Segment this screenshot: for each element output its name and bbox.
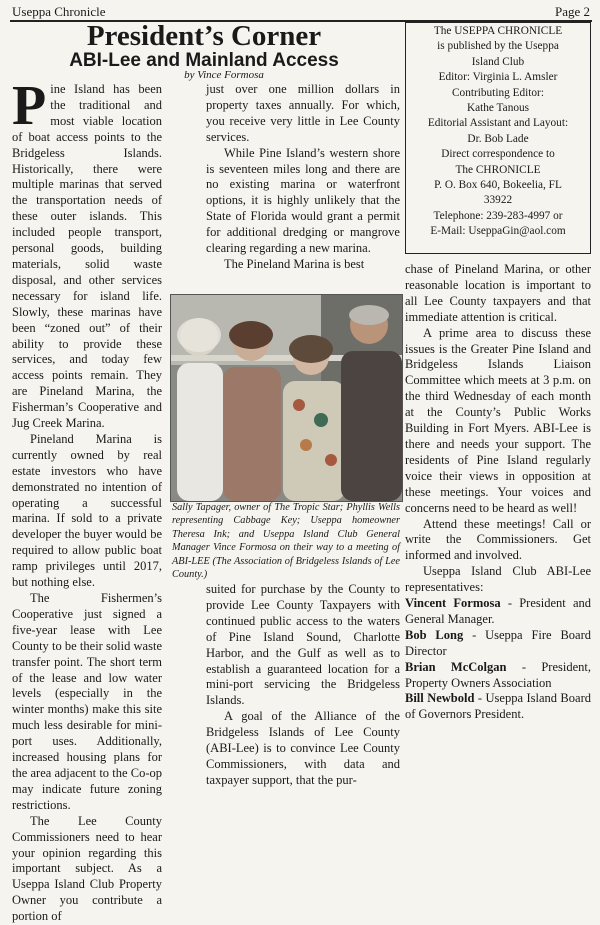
group-photo: [170, 294, 403, 502]
masthead-box: [405, 22, 591, 254]
representative-entry: Brian McColgan - President, Property Owners Association: [405, 659, 591, 690]
article-paragraph: A prime area to discuss these issues is the Greater Pine Island and Bridgeless Islands Liaison Committee which meets at 3 p.m. on the third Wednesday of each month at the County’s Public Works Building in Fort Myers. ABI-Lee is there and needs your support. The residents of Pine Island regularly voice their views in opposition at these meetings. Your voices and concerns need to be heard as well!: [405, 325, 591, 515]
masthead-line: The USEPPA CHRONICLE: [433, 25, 563, 37]
article-paragraph: While Pine Island’s western shore is seventeen miles long and there are no existing marina or waterfront options, it is highly unlikely that the State of Florida would grant a permit for additional dredging or mangrove clearing regarding a new marina.: [206, 145, 400, 256]
masthead-line: Kathe Tanous: [466, 102, 530, 115]
article-column-3: [405, 262, 591, 794]
drop-cap: P: [12, 75, 47, 137]
article-column-2-bottom: [206, 582, 400, 794]
masthead-line: Editorial Assistant and Layout:: [427, 117, 569, 130]
article-paragraph: The Lee County Commissioners need to hear your opinion regarding this important subject. As a Useppa Island Club Property Owner you contribute a portion of: [12, 813, 162, 924]
publication-name: Useppa Chronicle: [12, 4, 106, 19]
article-paragraph: The Fishermen’s Cooperative just signed a five-year lease with Lee County to be their solid waste transfer point. The short term of the lease and low water levels (especially in the winter months) make this site much less desirable for mini-port uses. Additionally, increased housing plans for the area adjacent to the Co-op may indicate future zoning restrictions.: [12, 591, 162, 812]
masthead-line: The CHRONICLE: [455, 163, 541, 176]
article-paragraph: A goal of the Alliance of the Bridgeless Islands of Lee County (ABI-Lee) is to convince Lee County Commissioners, with data and taxpayer support, that the pur-: [206, 709, 400, 787]
masthead-line: Direct correspondence to: [441, 148, 555, 161]
photo-caption: Sally Tapager, owner of The Tropic Star; Phyllis Wells representing Cabbage Key; Useppa homeowner Theresa Ink; and Useppa Island Club General Manager Vince Formosa on their way to a meeting of ABI-LEE (The Association of Bridgeless Islands of Lee County.): [172, 502, 400, 581]
article-byline: by Vince Formosa: [184, 69, 264, 81]
masthead-line: Editor: Virginia L. Amsler: [438, 71, 558, 84]
article-paragraph: just over one million dollars in property taxes annually. For which, you receive very little in Lee County services.: [206, 82, 400, 144]
article-paragraph: Pineland Marina is currently owned by real estate investors who have demonstrated no intention of operating a successful marina. If sold to a private developer the buyer would be required to allow public boat ramp privileges until 2017, but nothing else.: [12, 431, 162, 590]
photo-illustration: [171, 295, 402, 501]
representative-entry: Bill Newbold - Useppa Island Board of Governors President.: [405, 691, 591, 722]
article-subtitle: ABI-Lee and Mainland Access: [69, 50, 339, 71]
representative-entry: Bob Long - Useppa Fire Board Director: [405, 627, 591, 658]
article-column-2-top: [206, 82, 400, 292]
masthead-line: P. O. Box 640, Bokeelia, FL: [434, 179, 562, 192]
representative-entry: Vincent Formosa - President and General Manager.: [405, 596, 591, 626]
masthead-line: Island Club: [471, 55, 525, 68]
article-paragraph: The Pineland Marina is best: [224, 256, 365, 271]
masthead-line: Dr. Bob Lade: [467, 132, 529, 145]
article-paragraph: suited for purchase by the County to provide Lee County Taxpayers with continued public access to the waters of Pine Island Sound, Charlotte Harbor, and the Gulf as well as to establish a guaranteed location for a mini-port servicing the Bridgeless Islands.: [206, 582, 400, 708]
masthead-line: 33922: [483, 194, 513, 207]
masthead-line: Telephone: 239-283-4997 or: [433, 209, 563, 222]
article-title: President’s Corner: [86, 20, 322, 52]
masthead-line: is published by the Useppa: [437, 40, 559, 53]
masthead-line: Contributing Editor:: [452, 86, 544, 99]
article-paragraph: Attend these meetings! Call or write the Commissioners. Get informed and involved.: [405, 516, 591, 563]
article-paragraph: Useppa Island Club ABI-Lee representatives:: [405, 564, 591, 595]
masthead-line: E-Mail: UseppaGin@aol.com: [430, 225, 566, 238]
article-paragraph: Pine Island has been the traditional and most viable location of boat access points to the Bridgeless Islands. Historically, there were multiple marinas that served the transportation needs of these outer islands. This included people transport, personal goods, building materials, solid waste disposal, and other services necessary for island life. Slowly, these marinas have been “zoned out” of their ability to provide these services, and today few access points remain. They are Pineland Marina, the Fisherman’s Cooperative and Jug Creek Marina.: [12, 75, 162, 431]
page-number: Page 2: [554, 4, 590, 19]
article-column-1: [12, 75, 162, 924]
article-paragraph: chase of Pineland Marina, or other reasonable location is important to all Lee County taxpayers and that immediate attention is critical.: [405, 262, 591, 324]
